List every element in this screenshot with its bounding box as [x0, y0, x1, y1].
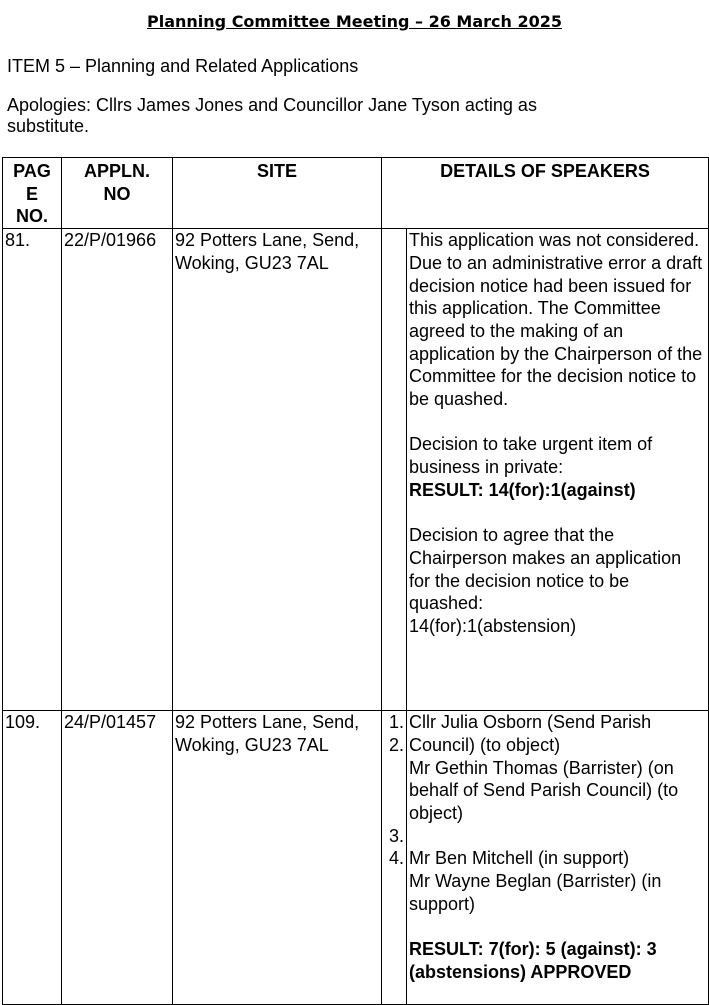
- header-appln-no: APPLN. NO: [62, 158, 173, 229]
- result-text: 14(for):1(abstension): [409, 616, 577, 637]
- list-number: 3.: [388, 825, 404, 846]
- application-number: 24/P/01457: [62, 711, 173, 1005]
- details-paragraph: This application was not considered. Due to an administrative error a draft decision notice had been issued for this application. The Committee agreed to the making of an application by the Chairperson of the Committee for the decision notice to be quashed.: [409, 230, 703, 410]
- speaker-details: [407, 711, 709, 1005]
- site-address: 92 Potters Lane, Send, Woking, GU23 7AL: [173, 711, 382, 1005]
- result-text: RESULT: 14(for):1(against): [409, 479, 636, 500]
- page-number: 109.: [3, 711, 62, 1005]
- speaker-entry: Mr Wayne Beglan (Barrister) (in support): [409, 870, 662, 914]
- page-number: 81.: [3, 229, 62, 711]
- table-header-row: [3, 158, 709, 229]
- list-number: 2.: [388, 734, 404, 755]
- apologies-text: Apologies: Cllrs James Jones and Councillor Jane Tyson acting as substitute.: [7, 95, 537, 136]
- speakers-table: [2, 157, 709, 1005]
- site-address: 92 Potters Lane, Send, Woking, GU23 7AL: [173, 229, 382, 711]
- details-paragraph: Decision to take urgent item of business in private:: [409, 434, 653, 478]
- item-heading: ITEM 5 – Planning and Related Applications: [7, 56, 359, 76]
- result-text: RESULT: 7(for): 5 (against): 3 (abstensions) APPROVED: [409, 939, 657, 982]
- application-number: 22/P/01966: [62, 229, 173, 711]
- document-title: Planning Committee Meeting – 26 March 2025: [147, 12, 562, 31]
- table-row: [3, 229, 709, 711]
- list-number: 1.: [388, 712, 404, 733]
- details-paragraph: Decision to agree that the Chairperson makes an application for the decision notice to be quashed:: [409, 525, 682, 614]
- speaker-details: [407, 229, 709, 711]
- list-number-cell: [382, 711, 407, 1005]
- speaker-entry: Mr Gethin Thomas (Barrister) (on behalf of Send Parish Council) (to object): [409, 757, 679, 823]
- header-page-no: PAG E NO.: [3, 158, 62, 229]
- header-site: SITE: [173, 158, 382, 229]
- table-row: [3, 711, 709, 1005]
- list-number-cell: [382, 229, 407, 711]
- header-details: DETAILS OF SPEAKERS: [382, 158, 709, 229]
- speaker-entry: Cllr Julia Osborn (Send Parish Council) (to object): [409, 712, 652, 755]
- list-number: 4.: [388, 848, 404, 869]
- speaker-entry: Mr Ben Mitchell (in support): [409, 848, 630, 869]
